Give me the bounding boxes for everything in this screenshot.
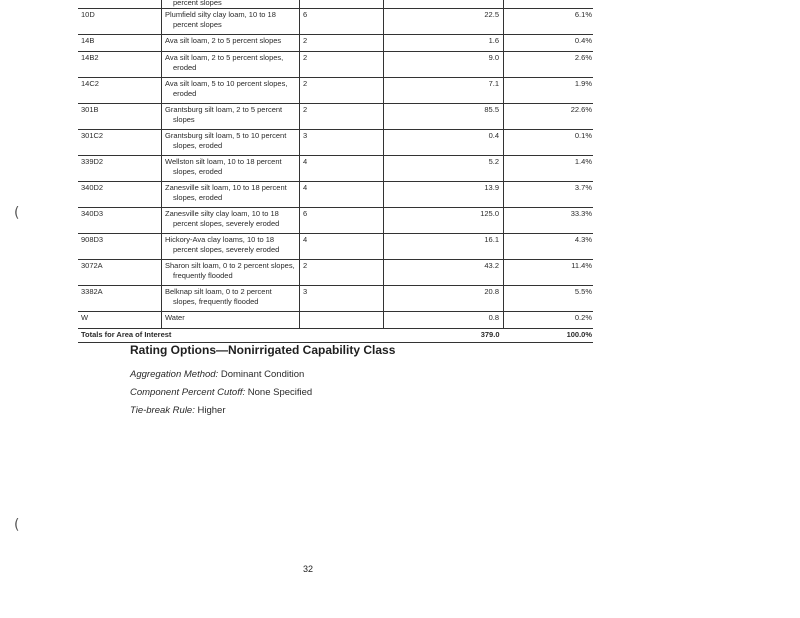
rating: 2 bbox=[300, 35, 384, 52]
map-unit-name-line2: slopes, frequently flooded bbox=[173, 297, 259, 306]
map-unit-name-line1: Grantsburg silt loam, 5 to 10 percent bbox=[165, 131, 287, 140]
percent-of-aoi: 33.3% bbox=[504, 208, 594, 234]
rating: 6 bbox=[300, 208, 384, 234]
table-row bbox=[78, 234, 593, 260]
map-unit-symbol: 3072A bbox=[78, 260, 162, 286]
map-unit-name-line1: Ava silt loam, 2 to 5 percent slopes, bbox=[165, 53, 284, 62]
percent-of-aoi: 3.7% bbox=[504, 182, 594, 208]
map-unit-name-line2: slopes, eroded bbox=[173, 167, 223, 176]
map-unit-name-line2: eroded bbox=[173, 63, 197, 72]
table-row bbox=[78, 9, 593, 35]
tie-break-rule-label: Tie-break Rule: bbox=[130, 405, 195, 416]
table-row bbox=[78, 52, 593, 78]
percent-of-aoi: 0.2% bbox=[504, 312, 594, 329]
rating: 2 bbox=[300, 260, 384, 286]
map-unit-symbol: 301C2 bbox=[78, 130, 162, 156]
component-percent-cutoff-value: None Specified bbox=[247, 387, 313, 398]
table-row bbox=[78, 78, 593, 104]
rating: 6 bbox=[300, 9, 384, 35]
acres-in-aoi: 22.5 bbox=[384, 9, 504, 35]
acres-in-aoi: 16.1 bbox=[384, 234, 504, 260]
percent-of-aoi: 6.1% bbox=[504, 9, 594, 35]
map-unit-name-line2: slopes, eroded bbox=[173, 141, 223, 150]
rating bbox=[300, 0, 384, 9]
map-unit-name-line1: Hickory-Ava clay loams, 10 to 18 bbox=[165, 235, 275, 244]
map-unit-name-line1: Belknap silt loam, 0 to 2 percent bbox=[165, 287, 272, 296]
rating: 3 bbox=[300, 130, 384, 156]
rating: 2 bbox=[300, 78, 384, 104]
map-unit-name-line1: Zanesville silt loam, 10 to 18 percent bbox=[165, 183, 287, 192]
map-unit-symbol: 3382A bbox=[78, 286, 162, 312]
acres-in-aoi: 0.4 bbox=[384, 130, 504, 156]
aggregation-method-value: Dominant Condition bbox=[220, 369, 305, 380]
map-unit-name-line1: Grantsburg silt loam, 2 to 5 percent bbox=[165, 105, 283, 114]
acres-in-aoi: 13.9 bbox=[384, 182, 504, 208]
acres-in-aoi bbox=[384, 0, 504, 9]
map-unit-name-line2: slopes bbox=[173, 115, 195, 124]
map-unit-name bbox=[162, 208, 300, 234]
map-unit-name-line2: frequently flooded bbox=[173, 271, 233, 280]
rating-options-title: Rating Options—Nonirrigated Capability Class bbox=[130, 343, 396, 357]
map-unit-name bbox=[162, 234, 300, 260]
soil-map-unit-table bbox=[78, 0, 593, 343]
map-unit-symbol: W bbox=[78, 312, 162, 329]
page-number: 32 bbox=[303, 564, 314, 574]
totals-row bbox=[78, 329, 593, 343]
table-row-fragment bbox=[78, 0, 593, 9]
map-unit-name: percent slopes bbox=[173, 0, 222, 7]
table-row bbox=[78, 182, 593, 208]
map-unit-name-line2: eroded bbox=[173, 89, 197, 98]
table-row bbox=[78, 286, 593, 312]
component-percent-cutoff-label: Component Percent Cutoff: bbox=[130, 387, 246, 398]
map-unit-symbol: 340D2 bbox=[78, 182, 162, 208]
map-unit-name-line2: percent slopes, severely eroded bbox=[173, 219, 280, 228]
aggregation-method-label: Aggregation Method: bbox=[130, 369, 219, 380]
map-unit-symbol bbox=[78, 0, 162, 9]
tie-break-rule bbox=[130, 405, 226, 416]
map-unit-name bbox=[162, 130, 300, 156]
percent-of-aoi: 0.4% bbox=[504, 35, 594, 52]
tie-break-rule-value: Higher bbox=[197, 405, 226, 416]
map-unit-symbol: 10D bbox=[78, 9, 162, 35]
binder-hole-mark: ( bbox=[14, 517, 20, 533]
map-unit-symbol: 908D3 bbox=[78, 234, 162, 260]
map-unit-name bbox=[162, 52, 300, 78]
map-unit-name-line1: Wellston silt loam, 10 to 18 percent bbox=[165, 157, 282, 166]
map-unit-symbol: 301B bbox=[78, 104, 162, 130]
map-unit-name-line1: Water bbox=[165, 313, 185, 322]
rating: 4 bbox=[300, 182, 384, 208]
acres-in-aoi: 7.1 bbox=[384, 78, 504, 104]
percent-of-aoi: 0.1% bbox=[504, 130, 594, 156]
map-unit-name bbox=[162, 182, 300, 208]
rating bbox=[300, 312, 384, 329]
totals-percent: 100.0% bbox=[504, 329, 594, 343]
rating: 3 bbox=[300, 286, 384, 312]
table-row bbox=[78, 35, 593, 52]
rating: 2 bbox=[300, 52, 384, 78]
map-unit-symbol: 339D2 bbox=[78, 156, 162, 182]
map-unit-name bbox=[162, 156, 300, 182]
percent-of-aoi: 2.6% bbox=[504, 52, 594, 78]
component-percent-cutoff bbox=[130, 387, 312, 398]
acres-in-aoi: 43.2 bbox=[384, 260, 504, 286]
table-row bbox=[78, 208, 593, 234]
rating: 4 bbox=[300, 234, 384, 260]
rating: 2 bbox=[300, 104, 384, 130]
acres-in-aoi: 1.6 bbox=[384, 35, 504, 52]
map-unit-name bbox=[162, 260, 300, 286]
percent-of-aoi: 22.6% bbox=[504, 104, 594, 130]
map-unit-name bbox=[162, 312, 300, 329]
map-unit-name bbox=[162, 104, 300, 130]
percent-of-aoi: 5.5% bbox=[504, 286, 594, 312]
acres-in-aoi: 20.8 bbox=[384, 286, 504, 312]
acres-in-aoi: 85.5 bbox=[384, 104, 504, 130]
totals-label: Totals for Area of Interest bbox=[78, 329, 384, 343]
acres-in-aoi: 125.0 bbox=[384, 208, 504, 234]
map-unit-name-line1: Plumfield silty clay loam, 10 to 18 bbox=[165, 10, 276, 19]
map-unit-name-line2: percent slopes, severely eroded bbox=[173, 245, 280, 254]
acres-in-aoi: 5.2 bbox=[384, 156, 504, 182]
map-unit-name-line1: Ava silt loam, 2 to 5 percent slopes bbox=[165, 36, 282, 45]
table-row bbox=[78, 312, 593, 329]
map-unit-name bbox=[162, 9, 300, 35]
aggregation-method bbox=[130, 369, 304, 380]
table-row bbox=[78, 260, 593, 286]
rating: 4 bbox=[300, 156, 384, 182]
map-unit-name-line2: slopes, eroded bbox=[173, 193, 223, 202]
table-row bbox=[78, 156, 593, 182]
acres-in-aoi: 9.0 bbox=[384, 52, 504, 78]
percent-of-aoi: 11.4% bbox=[504, 260, 594, 286]
map-unit-name-line2: percent slopes bbox=[173, 20, 222, 29]
map-unit-name bbox=[162, 78, 300, 104]
percent-of-aoi: 1.4% bbox=[504, 156, 594, 182]
map-unit-name-line1: Zanesville silty clay loam, 10 to 18 bbox=[165, 209, 279, 218]
totals-acres: 379.0 bbox=[384, 329, 504, 343]
map-unit-name bbox=[162, 286, 300, 312]
table-row bbox=[78, 104, 593, 130]
map-unit-name bbox=[162, 35, 300, 52]
acres-in-aoi: 0.8 bbox=[384, 312, 504, 329]
map-unit-name-line1: Ava silt loam, 5 to 10 percent slopes, bbox=[165, 79, 288, 88]
binder-hole-mark: ( bbox=[14, 205, 20, 221]
map-unit-symbol: 340D3 bbox=[78, 208, 162, 234]
table-row bbox=[78, 130, 593, 156]
percent-of-aoi: 1.9% bbox=[504, 78, 594, 104]
percent-of-aoi: 4.3% bbox=[504, 234, 594, 260]
map-unit-symbol: 14B2 bbox=[78, 52, 162, 78]
map-unit-symbol: 14C2 bbox=[78, 78, 162, 104]
percent-of-aoi bbox=[504, 0, 594, 9]
map-unit-symbol: 14B bbox=[78, 35, 162, 52]
map-unit-name-line1: Sharon silt loam, 0 to 2 percent slopes, bbox=[165, 261, 295, 270]
